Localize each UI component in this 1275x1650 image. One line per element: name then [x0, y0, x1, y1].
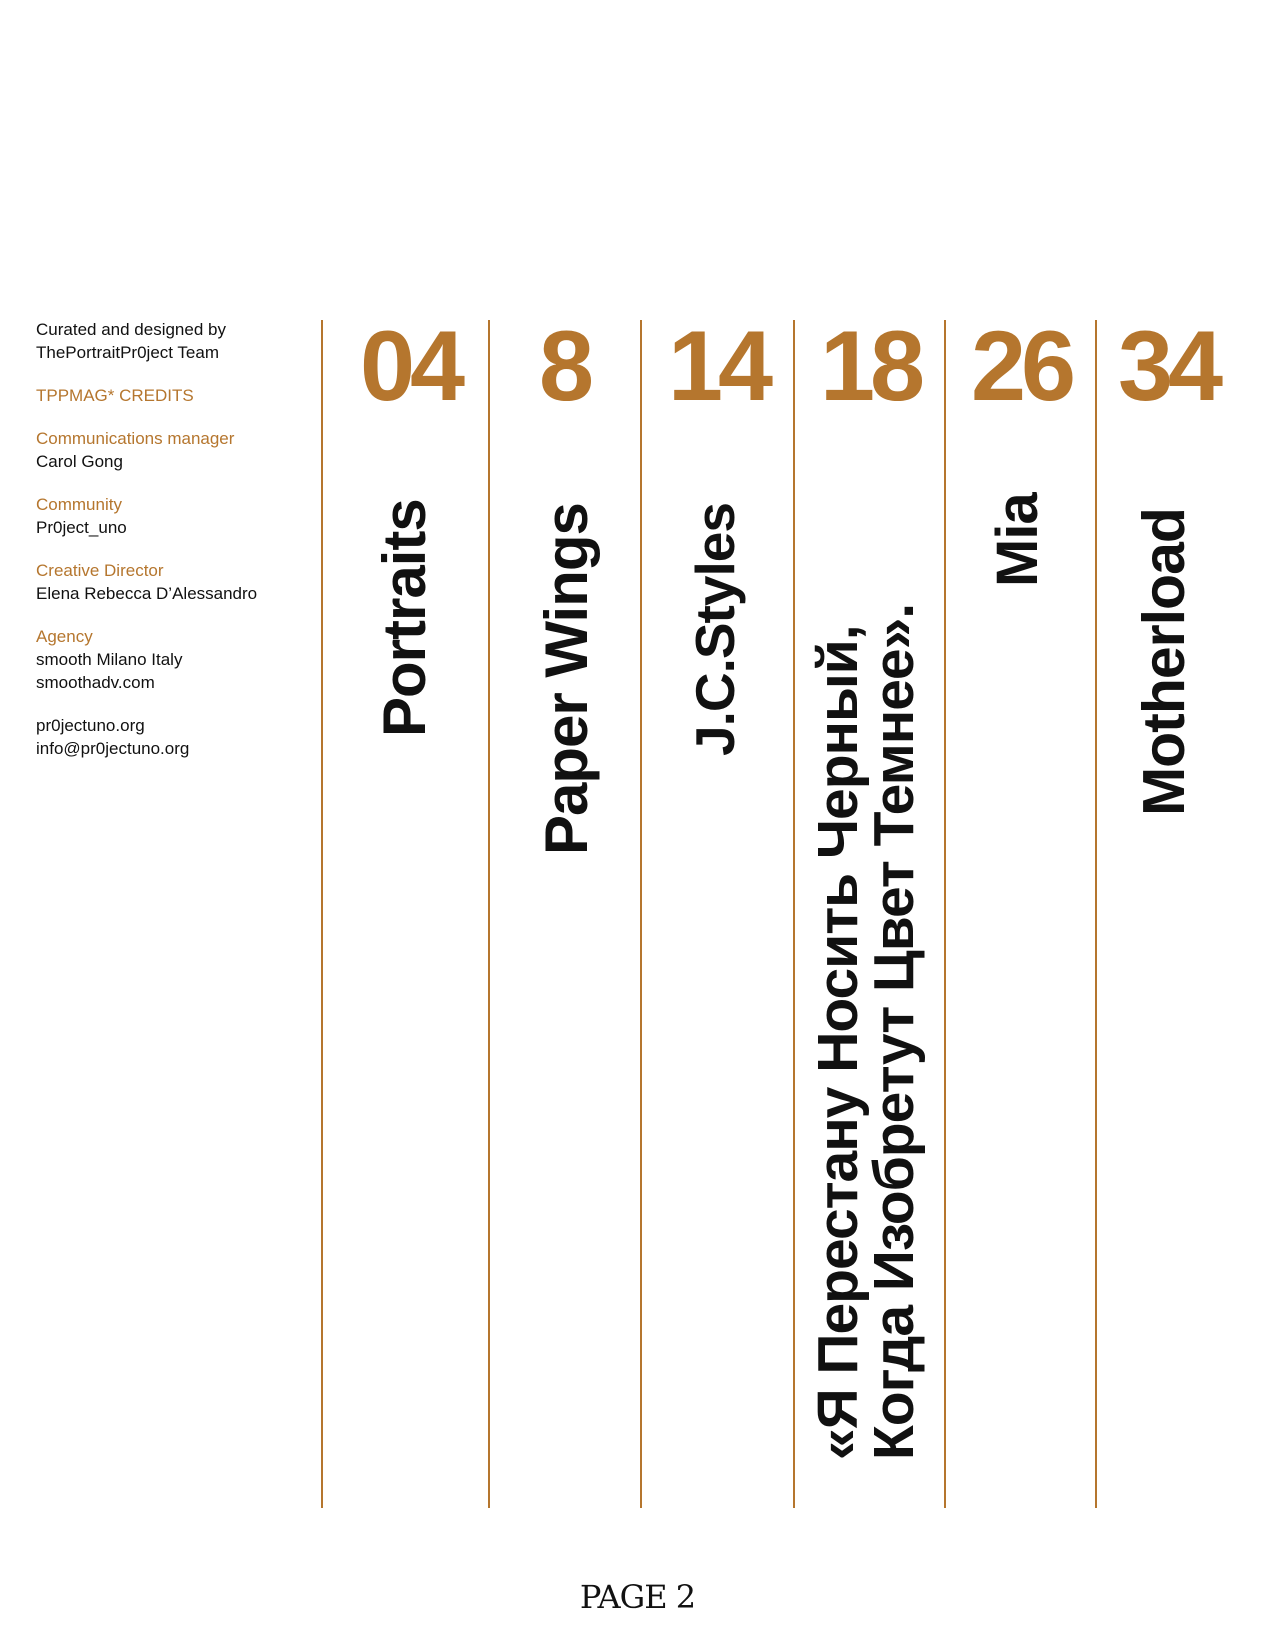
team-name: ThePortraitPr0ject Team	[36, 343, 219, 362]
name-communications-manager: Carol Gong	[36, 452, 123, 471]
column-divider	[321, 320, 323, 1508]
role-community: Community	[36, 495, 122, 514]
page-number-footer: PAGE 2	[579, 1578, 696, 1616]
toc-title-russian-line2: Когда Изобретут Цвет Темнее».	[862, 603, 926, 1460]
name-agency: smooth Milano Italy	[36, 650, 183, 669]
toc-title-portraits[interactable]: Portraits	[371, 499, 438, 737]
column-divider	[1095, 320, 1097, 1508]
role-agency: Agency	[36, 627, 93, 646]
email-link[interactable]: info@pr0jectuno.org	[36, 739, 190, 758]
column-divider	[640, 320, 642, 1508]
name-creative-director: Elena Rebecca D’Alessandro	[36, 584, 258, 603]
curated-by-text: Curated and designed by	[36, 320, 226, 339]
toc-page-number: 8	[538, 310, 590, 421]
toc-page-number: 26	[970, 310, 1072, 421]
toc-title-russian[interactable]	[806, 603, 926, 1460]
role-creative-director: Creative Director	[36, 561, 164, 580]
toc-title-motherload[interactable]: Motherload	[1131, 508, 1197, 816]
toc-page-number: 18	[819, 310, 921, 421]
toc-title-russian-line1: «Я Перестану Носить Черный,	[806, 625, 870, 1460]
agency-website-link[interactable]: smoothadv.com	[36, 673, 155, 692]
role-communications-manager: Communications manager	[36, 429, 235, 448]
column-divider	[793, 320, 795, 1508]
website-link[interactable]: pr0jectuno.org	[36, 716, 145, 735]
credits-block	[36, 318, 316, 760]
toc-page-number: 14	[667, 310, 769, 421]
column-divider	[488, 320, 490, 1508]
column-divider	[944, 320, 946, 1508]
toc-title-paper-wings[interactable]: Paper Wings	[533, 503, 600, 855]
toc-title-mia[interactable]: Mia	[985, 493, 1050, 587]
toc-page-number: 04	[359, 310, 461, 421]
name-community: Pr0ject_uno	[36, 518, 127, 537]
credits-heading: TPPMAG* CREDITS	[36, 386, 194, 405]
toc-title-jc-styles[interactable]: J.C.Styles	[684, 503, 746, 756]
toc-page-number: 34	[1117, 310, 1219, 421]
